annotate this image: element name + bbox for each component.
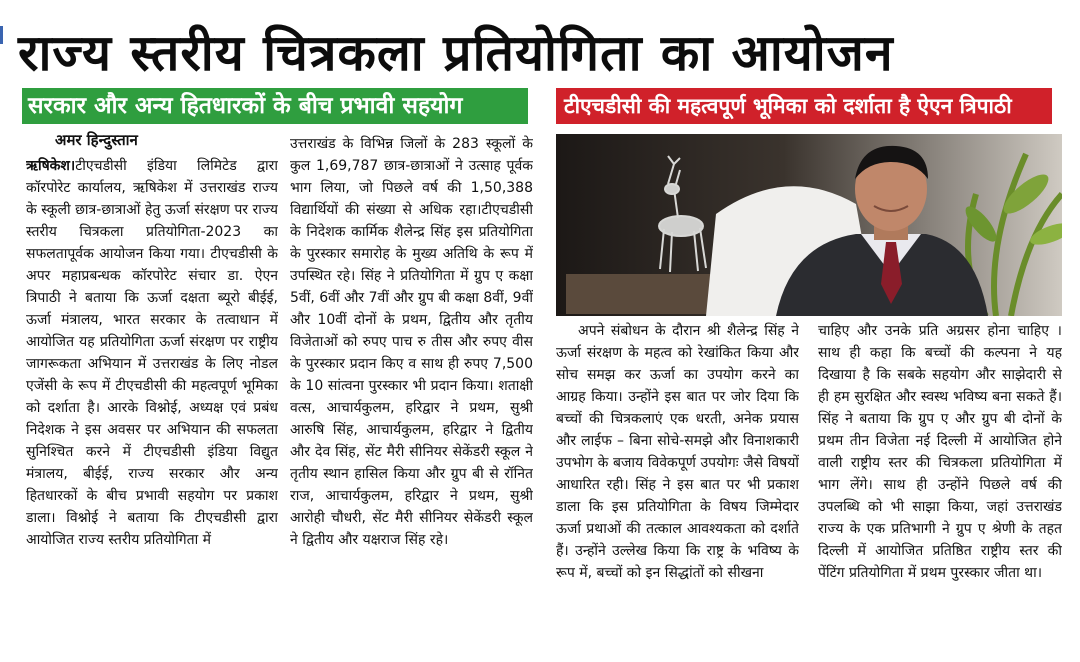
byline: अमर हिन्दुस्तान (55, 131, 138, 149)
article-column-3 (556, 320, 799, 655)
subhead-left: सरकार और अन्य हितधारकों के बीच प्रभावी सहयोग (22, 88, 528, 124)
column-4-text: चाहिए और उनके प्रति अग्रसर होना चाहिए । साथ ही कहा कि बच्चों की कल्पना ने यह दिखाया है कि सबके सहयोग और साझेदारी से ही हम सुरक्षित और स्वस्थ भविष्य बना सकते हैं। सिंह ने बताया कि ग्रुप ए और ग्रुप बी दोनों के प्रथम तीन विजेता नई दिल्ली में आयोजित होने वाली राष्ट्रीय स्तर की चित्रकला प्रतियोगिता में भाग लेंगे। साथ ही उन्होंने पिछले वर्ष की उपलब्धि को भी साझा किया, जहां उत्तराखंड राज्य के एक प्रतिभागी ने ग्रुप ए श्रेणी के तहत दिल्ली में आयोजित प्रतिष्ठित राष्ट्रीय स्तर की पेंटिंग प्रतियोगिता में प्रथम पुरस्कार जीता था। (818, 323, 1062, 581)
dateline: ऋषिकेश। (26, 158, 76, 174)
news-photo (556, 134, 1062, 316)
article-column-4 (818, 320, 1062, 655)
column-1-text: टीएचडीसी इंडिया लिमिटेड द्वारा कॉरपोरेट कार्यालय, ऋषिकेश में उत्तराखंड राज्य के स्कूली छात्र-छात्राओं हेतु ऊर्जा संरक्षण पर राज्य स्तरीय चित्रकला प्रतियोगिता-2023 का सफलतापूर्वक आयोजन किया गया। टीएचडीसी के अपर महाप्रबन्धक कॉरपोरेट संचार डा. ऐएन त्रिपाठी ने बताया कि ऊर्जा दक्षता ब्यूरो बीईई, ऊर्जा मंत्रालय, भारत सरकार के तत्वाधान में आयोजित यह प्रतियोगिता ऊर्जा संरक्षण पर राष्ट्रीय जागरूकता अभियान में उत्तराखंड के लिए नोडल एजेंसी के रूप में टीएचडीसी की महत्वपूर्ण भूमिका को दर्शाता है। आरके विश्नोई, अध्यक्ष एवं प्रबंध निदेशक ने इस अवसर पर अभियान की सफलता सुनिश्चित करने में टीएचडीसी इंडिया विद्युत मंत्रालय, बीईई, राज्य सरकार और अन्य हितधारकों के बीच प्रभावी सहयोग पर प्रकाश डाला। विश्नोई ने बताया कि टीएचडीसी द्वारा आयोजित राज्य स्तरीय प्रतियोगिता में (26, 158, 278, 548)
photo-illustration (556, 134, 1062, 316)
article-column-1 (26, 155, 278, 655)
headline: राज्य स्तरीय चित्रकला प्रतियोगिता का आयोजन (18, 24, 894, 82)
column-3-text: अपने संबोधन के दौरान श्री शैलेन्द्र सिंह ने ऊर्जा संरक्षण के महत्व को रेखांकित किया और सोच समझ कर ऊर्जा का उपयोग करने का आग्रह किया। उन्होंने इस बात पर जोर दिया कि बच्चों की चित्रकलाएं एक धरती, अनेक प्रयास और लाईफ – बिना सोचे-समझे और विनाशकारी उपभोग के बजाय विवेकपूर्ण उपयोगः जैसे विषयों आधारित रही। सिंह ने इस बात पर भी प्रकाश डाला कि इस प्रतियोगिता के विषय जिम्मेदार ऊर्जा प्रथाओं की तत्काल आवश्यकता को दर्शाते हैं। उन्होंने उल्लेख किया कि राष्ट्र के भविष्य के रूप में, बच्चों को इन सिद्धांतों को सीखना (556, 323, 799, 581)
subhead-right: टीएचडीसी की महत्वपूर्ण भूमिका को दर्शाता है ऐएन त्रिपाठी (556, 88, 1052, 124)
article-column-2 (290, 133, 533, 655)
page-edge-rule (0, 26, 3, 44)
column-2-text: उत्तराखंड के विभिन्न जिलों के 283 स्कूलों के कुल 1,69,787 छात्र-छात्राओं ने उत्साह पूर्वक भाग लिया, जो पिछले वर्ष की 1,50,388 विद्यार्थियों की संख्या से अधिक रहा।टीएचडीसी के निदेशक कार्मिक शैलेन्द्र सिंह इस प्रतियोगिता के पुरस्कार समारोह के मुख्य अतिथि के रूप में उपस्थित रहे। सिंह ने प्रतियोगिता में ग्रुप ए कक्षा 5वीं, 6वीं और 7वीं और ग्रुप बी कक्षा 8वीं, 9वीं और 10वीं दोनों के प्रथम, द्वितीय और तृतीय विजेताओं को रुपए पाच रु तीस और रुपए वीस के पुरस्कार प्रदान किए व साथ ही रुपए 7,500 के 10 सांत्वना पुरस्कार भी प्रदान किया। शताक्षी वत्स, आचार्यकुलम, हरिद्वार ने प्रथम, सुश्री आरुषि सिंह, आचार्यकुलम, हरिद्वार ने द्वितीय और देव सिंह, सेंट मैरी सीनियर सेकेंडरी स्कूल ने तृतीय स्थान हासिल किया और ग्रुप बी से रॉनित राज, आचार्यकुलम, हरिद्वार ने प्रथम, सुश्री आरोही चौधरी, सेंट मैरी सीनियर सेकेंडरी स्कूल ने द्वितीय और यक्षराज सिंह रहे। (290, 136, 533, 548)
